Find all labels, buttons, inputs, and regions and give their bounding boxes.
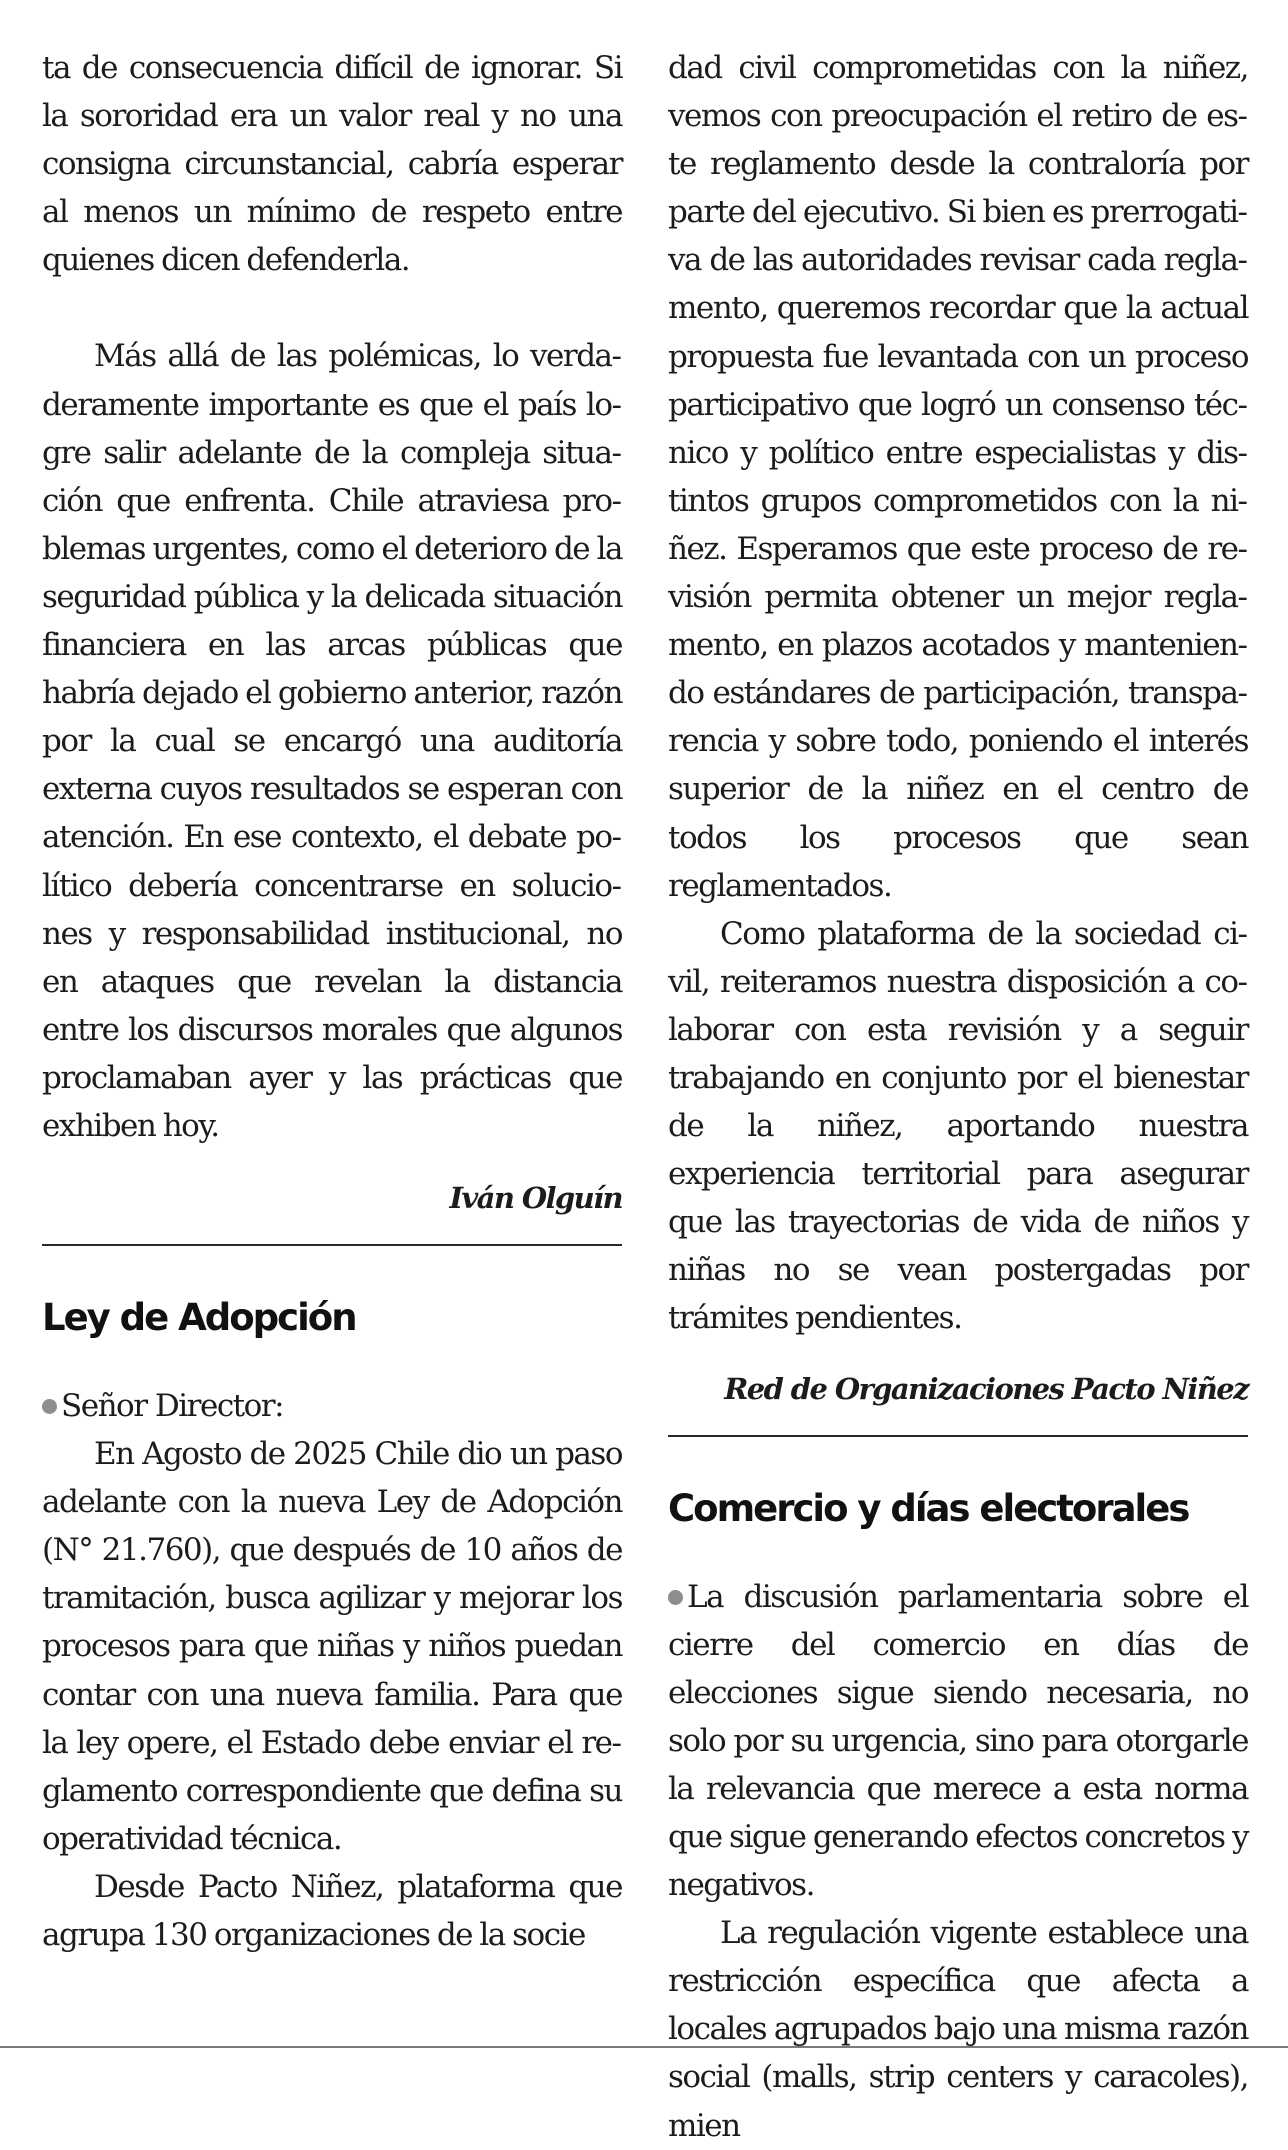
letter3-title: Comercio y días electorales bbox=[668, 1486, 1189, 1530]
letter2-signature: Red de Organizaciones Pacto Niñez bbox=[724, 1371, 1248, 1406]
left-column bbox=[42, 44, 622, 1959]
letter1-signature: Iván Olguín bbox=[449, 1181, 622, 1216]
bullet-icon bbox=[42, 1399, 57, 1414]
letter2-salutation: Señor Director: bbox=[42, 1382, 622, 1430]
letter2-cont-paragraph-1: dad civil comprometidas con la niñez, vemos con preocupación el retiro de este reglamento desde la contraloría por parte del ejecutivo. Si bien es prerrogativa de las autoridades revisar cada reglamento, queremos recordar que la actual propuesta fue levantada con un proceso participativo que logró un consenso técnico y político entre especialistas y distintos grupos comprometidos con la niñez. Esperamos que este proceso de revisión permita obtener un mejor reglamento, en plazos acotados y manteniendo estándares de participación, transparencia y sobre todo, poniendo el interés superior de la niñez en el centro de todos los procesos que sean reglamentados. bbox=[668, 50, 1248, 904]
letter3-paragraph-2: La regulación vigente establece una restricción específica que afecta a locales agrupados bajo una misma razón social (malls, strip centers y caracoles), mien bbox=[668, 1915, 1248, 2144]
letter3-paragraph-1: La discusión parlamentaria sobre el cierre del comercio en días de elecciones sigue siendo necesaria, no solo por su urgencia, sino para otorgarle la relevancia que merece a esta norma que sigue generando efectos concretos y negativos. bbox=[668, 1578, 1248, 1904]
page-bottom-rule bbox=[0, 2046, 1288, 2048]
letter2-paragraph-1: En Agosto de 2025 Chile dio un paso adelante con la nueva Ley de Adopción (N° 21.760), que después de 10 años de tramitación, busca agilizar y mejorar los procesos para que niñas y niños puedan contar con una nueva familia. Para que la ley opere, el Estado debe enviar el reglamento correspondiente que defina su operatividad técnica. bbox=[42, 1436, 622, 1857]
letter1-paragraph-2: Más allá de las polémicas, lo verdaderamente importante es que el país logre salir adelante de la compleja situación que enfrenta. Chile atraviesa problemas urgentes, como el deterioro de la seguridad pública y la delicada situación financiera en las arcas públicas que habría dejado el gobierno anterior, razón por la cual se encargó una auditoría externa cuyos resultados se esperan con atención. En ese contexto, el debate político debería concentrarse en soluciones y responsabilidad institucional, no en ataques que revelan la distancia entre los discursos morales que algunos proclamaban ayer y las prácticas que exhiben hoy. bbox=[42, 338, 622, 1144]
letter2-title: Ley de Adopción bbox=[42, 1296, 356, 1340]
letter1-paragraph-1: ta de consecuencia difícil de ignorar. Si la sororidad era un valor real y no una consigna circunstancial, cabría esperar al menos un mínimo de respeto entre quienes dicen defenderla. bbox=[42, 50, 622, 279]
letter2-paragraph-2: Desde Pacto Niñez, plataforma que agrupa 130 organizaciones de la socie bbox=[42, 1868, 622, 1953]
right-column bbox=[668, 44, 1248, 2150]
bullet-icon bbox=[668, 1590, 683, 1605]
letter2-cont-paragraph-2: Como plataforma de la sociedad civil, reiteramos nuestra disposición a colaborar con esta revisión y a seguir trabajando en conjunto por el bienestar de la niñez, aportando nuestra experiencia territorial para asegurar que las trayectorias de vida de niños y niñas no se vean postergadas por trámites pendientes. bbox=[668, 915, 1248, 1337]
